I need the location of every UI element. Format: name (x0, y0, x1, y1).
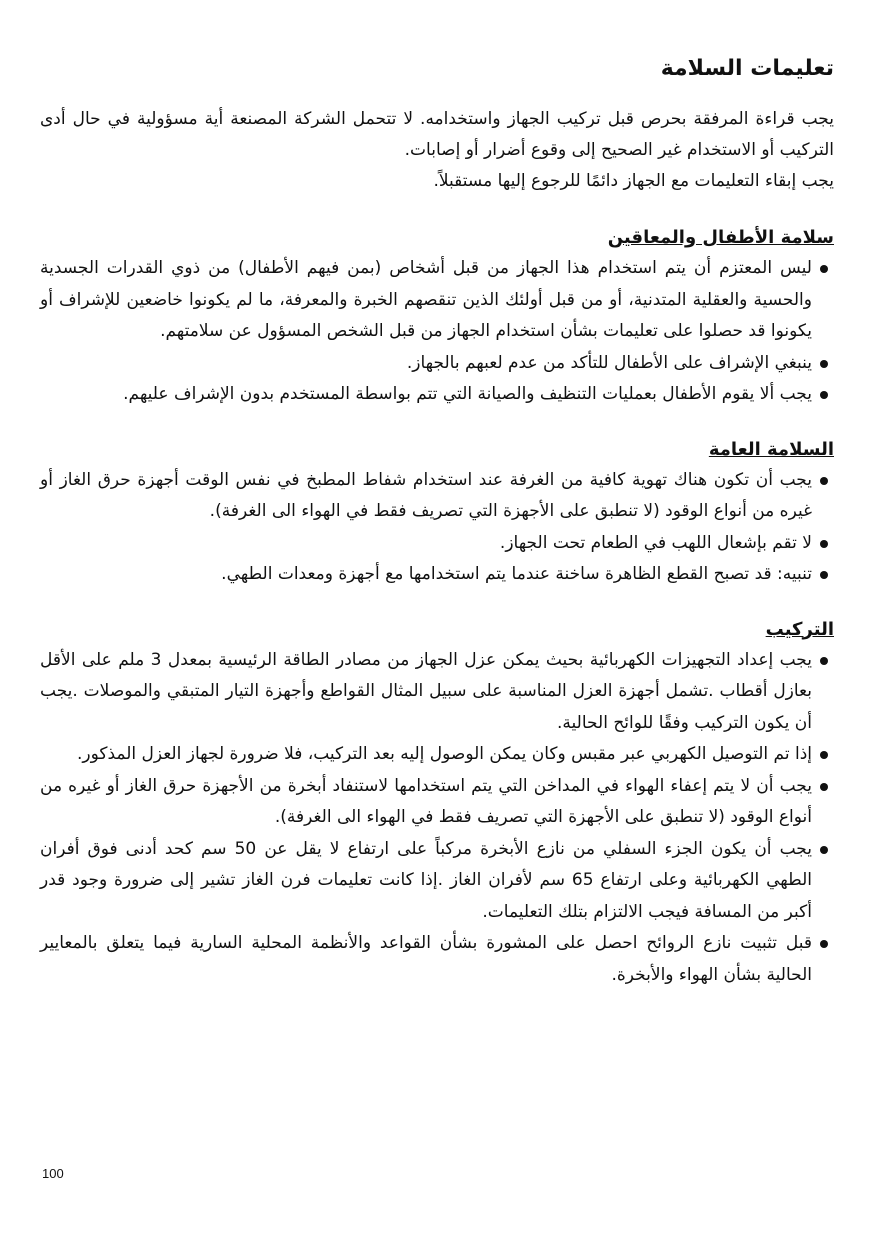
section-general-safety (40, 435, 834, 591)
page-content (40, 52, 834, 1015)
bullet-icon (820, 360, 828, 368)
list-item-text: ليس المعتزم أن يتم استخدام هذا الجهاز من قبل أشخاص (بمن فيهم الأطفال) من ذوي القدرات الجسدية والحسية والعقلية المتدنية، أو من قبل أولئك الذين تنقصهم الخبرة والمعرفة، ما لم يكونوا خاضعين للإشراف أو يكونوا قد حصلوا على تعليمات بشأن استخدام الجهاز من قبل الشخص المسؤول عن سلامتهم. (40, 258, 812, 341)
bullet-icon (820, 940, 828, 948)
list-item (40, 465, 834, 528)
bullet-icon (820, 477, 828, 485)
page-number: 100 (42, 1166, 64, 1181)
list-item-text: قبل تثبيت نازع الروائح احصل على المشورة بشأن القواعد والأنظمة المحلية السارية فيما يتعلق بالمعايير الحالية بشأن الهواء والأبخرة. (40, 933, 812, 985)
section-heading: التركيب (765, 618, 834, 640)
section-heading: سلامة الأطفال والمعاقين (607, 227, 834, 248)
bullet-list (40, 253, 834, 411)
list-item-text: يجب ألا يقوم الأطفال بعمليات التنظيف والصيانة التي تتم بواسطة المستخدم بدون الإشراف عليهم. (123, 384, 812, 404)
list-item (40, 834, 834, 929)
bullet-icon (820, 846, 828, 854)
bullet-list (40, 645, 834, 992)
list-item (40, 348, 834, 380)
list-item (40, 928, 834, 991)
intro-paragraph (40, 104, 834, 197)
list-item (40, 559, 834, 591)
bullet-icon (820, 751, 828, 759)
list-item (40, 379, 834, 411)
bullet-icon (820, 657, 828, 665)
list-item-text: ينبغي الإشراف على الأطفال للتأكد من عدم لعبهم بالجهاز. (406, 352, 812, 373)
page-title: تعليمات السلامة (660, 56, 834, 81)
bullet-icon (820, 571, 828, 579)
list-item (40, 645, 834, 740)
section-child-safety (40, 223, 834, 411)
bullet-icon (820, 265, 828, 273)
intro-line: يجب إبقاء التعليمات مع الجهاز دائمًا للرجوع إليها مستقبلاً. (433, 171, 834, 191)
intro-line: يجب قراءة المرفقة بحرص قبل تركيب الجهاز واستخدامه. لا تتحمل الشركة المصنعة أية مسؤولية في حال أدى التركيب أو الاستخدام غير الصحيح إلى وقوع أضرار أو إصابات. (40, 109, 834, 160)
list-item (40, 771, 834, 834)
list-item-text: إذا تم التوصيل الكهربي عبر مقبس وكان يمكن الوصول إليه بعد التركيب، فلا ضرورة لجهاز العزل المذكور. (76, 744, 812, 764)
list-item-text: تنبيه: قد تصبح القطع الظاهرة ساخنة عندما يتم استخدامها مع أجهزة ومعدات الطهي. (221, 564, 812, 584)
list-item (40, 528, 834, 560)
list-item (40, 739, 834, 771)
section-heading: السلامة العامة (708, 438, 834, 460)
list-item-text: يجب أن لا يتم إعفاء الهواء في المداخن التي يتم استخدامها لاستنفاد أبخرة من الأجهزة حرق الغاز أو غيره من أنواع الوقود (لا تنطبق على الأجهزة التي تصريف فقط في الهواء الى الغرفة). (40, 775, 812, 827)
section-installation (40, 615, 834, 992)
bullet-list (40, 465, 834, 591)
bullet-icon (820, 391, 828, 399)
list-item-text: يجب أن يكون الجزء السفلي من نازع الأبخرة مركباً على ارتفاع لا يقل عن 50 سم كحد أدنى فوق أفران الطهي الكهربائية وعلى ارتفاع 65 سم لأفران الغاز .إذا كانت تعليمات فرن الغاز تشير إلى ضرورة وجود قدر أكبر من المسافة فيجب الالتزام بتلك التعليمات. (40, 838, 812, 922)
list-item-text: لا تقم بإشعال اللهب في الطعام تحت الجهاز. (499, 532, 812, 553)
bullet-icon (820, 783, 828, 791)
list-item-text: يجب إعداد التجهيزات الكهربائية بحيث يمكن عزل الجهاز من مصادر الطاقة الرئيسية بمعدل 3 ملم على الأقل بعازل أقطاب .تشمل أجهزة العزل المناسبة على سبيل المثال القواطع وأجهزة التيار المتبقي والموصلات .يجب أن يكون التركيب وفقًا للوائح الحالية. (40, 649, 812, 733)
list-item-text: يجب أن تكون هناك تهوية كافية من الغرفة عند استخدام شفاط المطبخ في نفس الوقت أجهزة حرق الغاز أو غيره من أنواع الوقود (لا تنطبق على الأجهزة التي تصريف فقط في الهواء الى الغرفة). (40, 469, 812, 521)
bullet-icon (820, 540, 828, 548)
list-item (40, 253, 834, 348)
